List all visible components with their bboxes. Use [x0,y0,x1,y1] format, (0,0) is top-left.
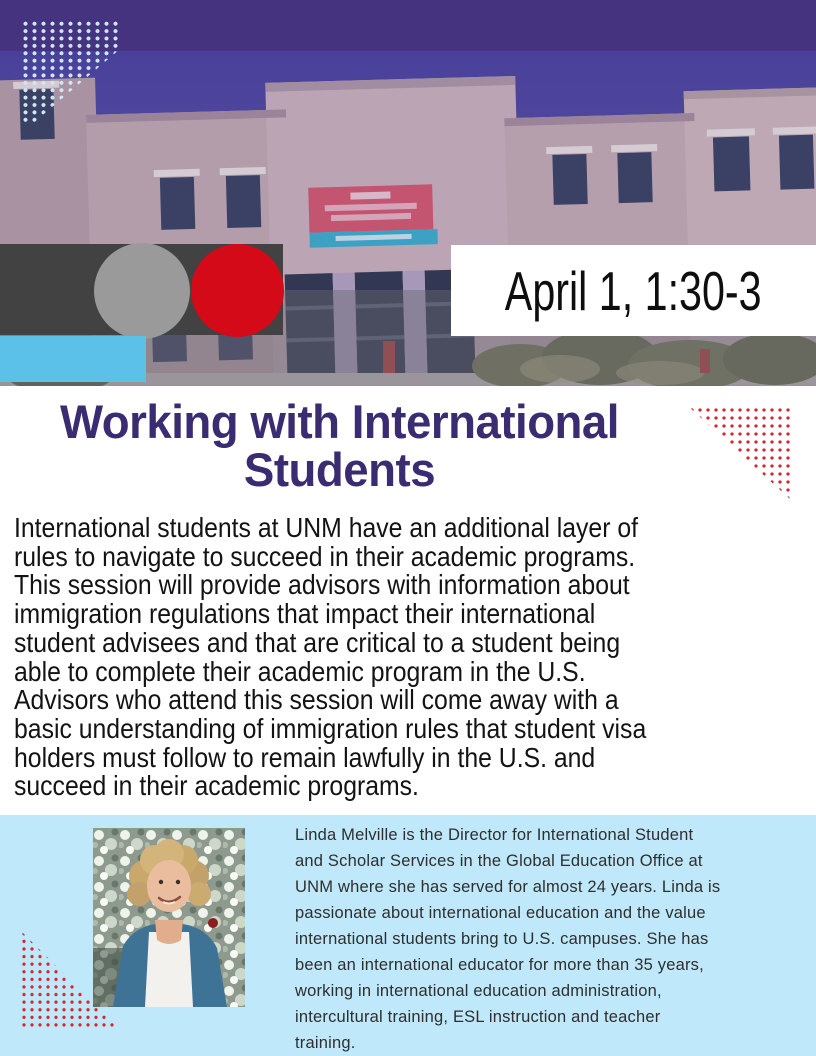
header-bar [0,0,816,51]
event-description [14,514,811,801]
speaker-section [0,815,816,1056]
dot-pattern-title-right [688,406,790,499]
bio-line: Linda Melville is the Director for International Student [295,826,694,844]
speaker-photo [93,828,245,1007]
date-box [451,245,816,336]
description-line: Advisors who attend this session will come away with a [14,684,619,716]
speaker-bio [295,822,800,1056]
description-line: holders must follow to remain lawfully in the U.S. and [14,741,596,773]
description-line: rules to navigate to succeed in their academic programs. [14,540,636,572]
bio-line: international students bring to U.S. campuses. She has [295,930,709,948]
description-line: succeed in their academic programs. [14,770,419,802]
bio-line: been an international educator for more than 35 years, [295,956,704,974]
bio-line: working in international education administration, [295,982,662,1000]
bio-line: passionate about international education and the value [295,904,706,922]
bio-line: and Scholar Services in the Global Education Office at [295,852,703,870]
gray-circle [94,243,190,339]
description-line: basic understanding of immigration rules that student visa [14,712,647,744]
red-circle [191,244,284,337]
event-title [0,395,679,496]
description-line: This session will provide advisors with information about [14,569,630,601]
description-line: able to complete their academic program in the U.S. [14,655,586,687]
bio-line: training. [295,1034,356,1052]
event-title-line2: Students [243,443,436,496]
description-line: immigration regulations that impact their international [14,598,596,630]
description-line: student advisees and that are critical to a student being [14,626,621,658]
description-line: International students at UNM have an additional layer of [14,512,639,543]
bio-line: UNM where she has served for almost 24 years. Linda is [295,878,721,896]
event-title-line1: Working with International [60,395,619,448]
bio-line: intercultural training, ESL instruction and teacher [295,1008,661,1026]
date-text: April 1, 1:30-3 [505,259,762,322]
blue-rectangle [0,336,146,382]
